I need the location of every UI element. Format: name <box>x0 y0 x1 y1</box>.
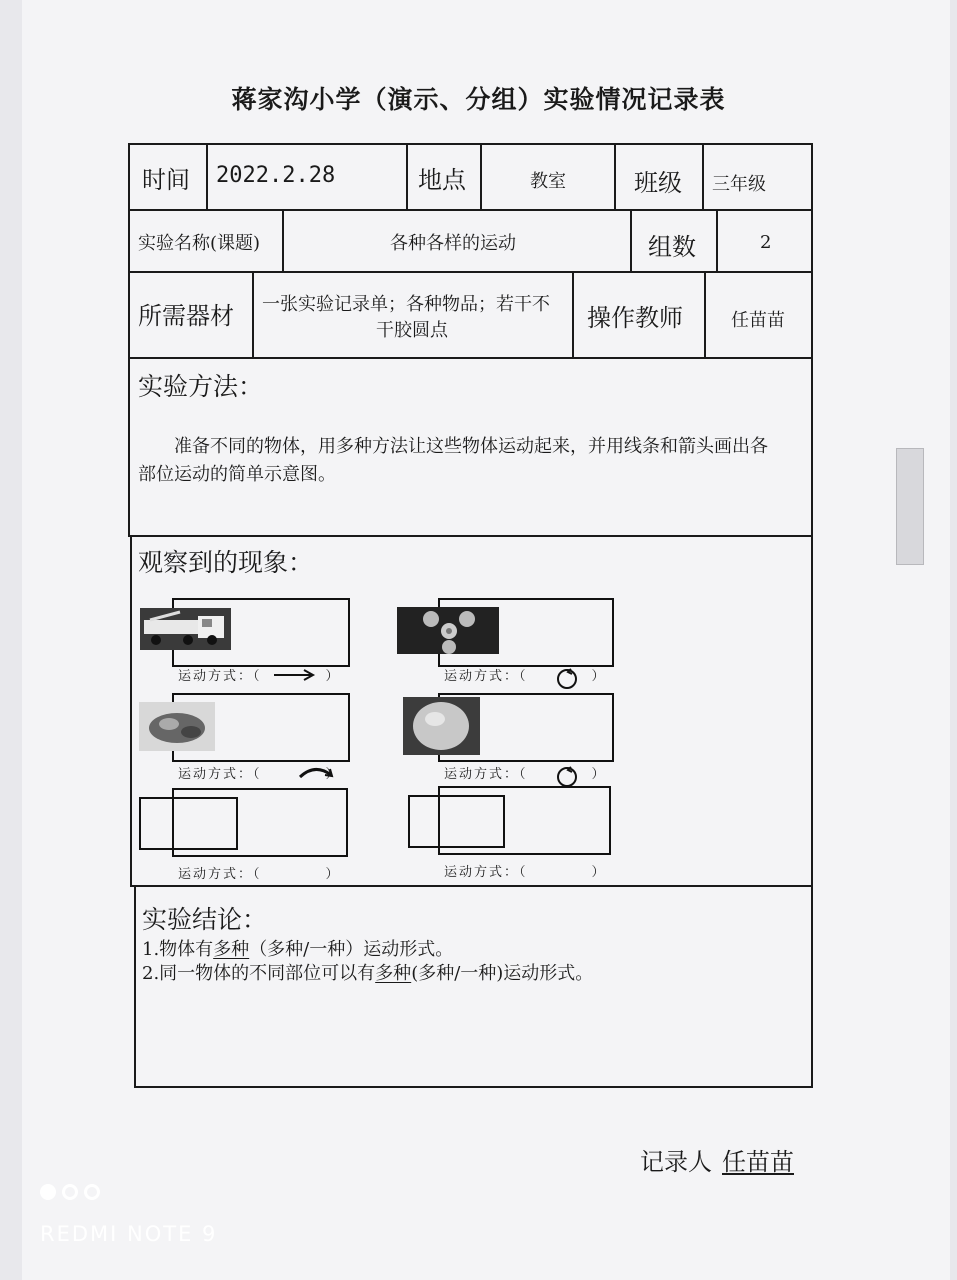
experiment-label: 实验名称(课题) <box>138 233 261 254</box>
equipment-line-1: 一张实验记录单；各种物品；若干不 <box>262 294 550 315</box>
conclusion-2-answer: 多种 <box>375 963 412 984</box>
arrow-right-icon <box>272 668 316 682</box>
equipment-line-2: 干胶圆点 <box>376 320 448 341</box>
place-label: 地点 <box>418 166 466 194</box>
camera-watermark: REDMI NOTE 9 <box>40 1222 218 1246</box>
curved-arrow-icon <box>297 763 337 779</box>
method-title: 实验方法： <box>138 372 264 401</box>
motion-label-3: 运动方式：（ ） <box>178 767 341 782</box>
rotation-icon <box>555 667 579 691</box>
method-line-1: 准备不同的物体，用多种方法让这些物体运动起来，并用线条和箭头画出各 <box>174 436 768 457</box>
motion-label-1: 运动方式：（ ） <box>178 669 341 684</box>
teacher-value: 任苗苗 <box>731 310 785 331</box>
truck-photo <box>140 608 231 650</box>
observation-title: 观察到的现象： <box>138 548 314 577</box>
group-label: 组数 <box>648 233 696 261</box>
toy-frog-photo <box>139 702 215 751</box>
watermark-dots <box>40 1184 106 1204</box>
recorder-line <box>640 1142 794 1177</box>
class-value: 三年级 <box>712 174 766 195</box>
place-value: 教室 <box>530 171 566 192</box>
conclusion-line-2: 2.同一物体的不同部位可以有多种(多种/一种)运动形式。 <box>142 963 594 984</box>
page-tab <box>896 448 924 565</box>
recorder-label: 记录人 <box>640 1148 712 1176</box>
motion-label-4: 运动方式：（ ） <box>444 767 607 782</box>
teacher-label: 操作教师 <box>587 304 683 332</box>
conclusion-title: 实验结论： <box>142 905 268 934</box>
method-line-2: 部位运动的简单示意图。 <box>138 464 336 485</box>
dot-icon <box>40 1184 56 1200</box>
page-title: 蒋家沟小学（演示、分组）实验情况记录表 <box>231 85 726 114</box>
empty-photo-slot <box>139 797 238 850</box>
time-label: 时间 <box>142 166 190 194</box>
time-value: 2022.2.28 <box>216 163 336 188</box>
ball-photo <box>403 697 480 755</box>
fidget-spinner-photo <box>397 607 499 654</box>
experiment-value: 各种各样的运动 <box>390 233 516 254</box>
empty-photo-slot <box>408 795 505 848</box>
motion-label-5: 运动方式：（ ） <box>178 867 341 882</box>
recorder-value: 任苗苗 <box>722 1148 794 1176</box>
group-value: 2 <box>760 232 772 253</box>
equipment-label: 所需器材 <box>138 302 234 330</box>
motion-label-6: 运动方式：（ ） <box>444 865 607 880</box>
dot-icon <box>62 1184 78 1200</box>
class-label: 班级 <box>634 169 682 197</box>
conclusion-1-answer: 多种 <box>213 939 250 960</box>
motion-label-2: 运动方式：（ ） <box>444 669 607 684</box>
conclusion-line-1: 1.物体有多种（多种/一种）运动形式。 <box>142 939 454 960</box>
dot-icon <box>84 1184 100 1200</box>
